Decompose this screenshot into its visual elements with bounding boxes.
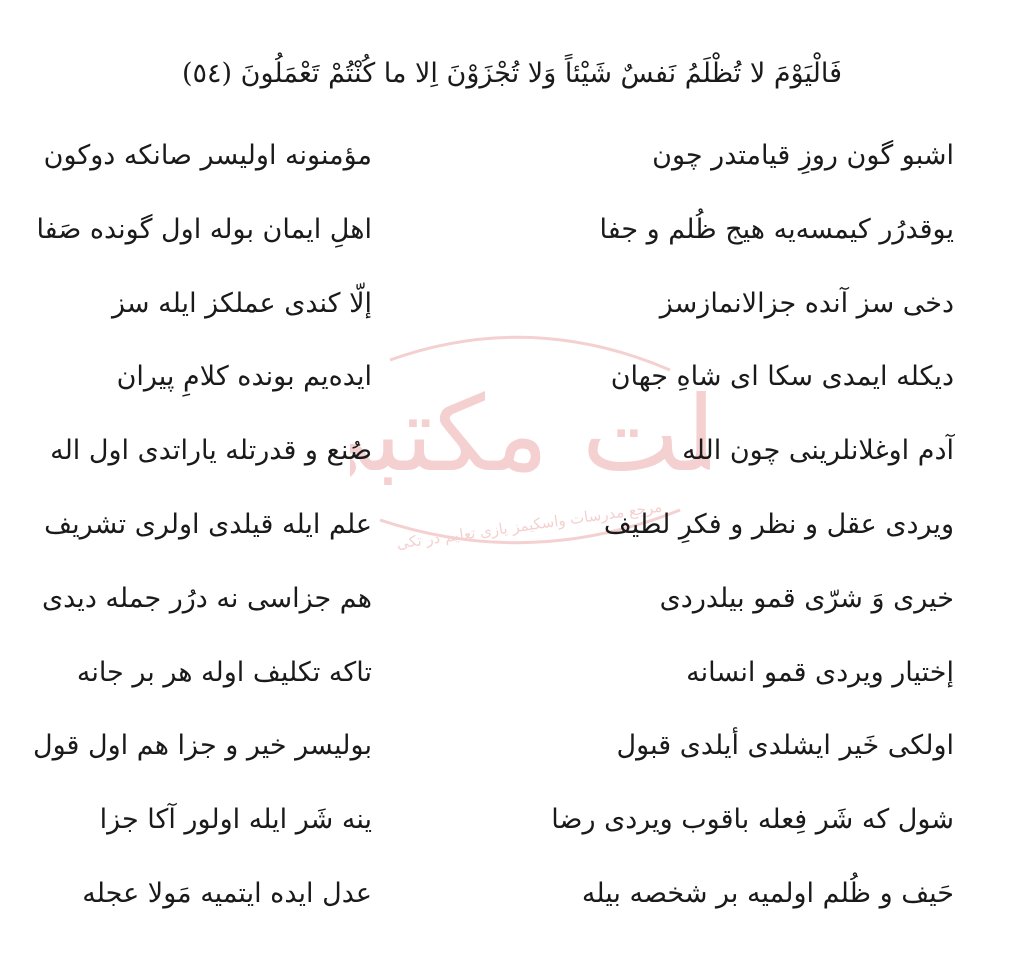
couplet-second-hemistich: اهلِ ایمان بوله اول گونده صَفا	[36, 213, 372, 245]
couplet	[0, 569, 1024, 643]
couplet	[0, 421, 1024, 495]
couplet	[0, 716, 1024, 790]
couplet-first-hemistich: یوقدرُر کیمسه‌یه هیج ظُلم و جفا	[599, 213, 954, 245]
couplet-first-hemistich: دخی سز آنده جزالانمازسز	[659, 287, 954, 319]
couplet-first-hemistich: اشبو گون روزِ قیامتدر چون	[652, 140, 954, 171]
couplet-second-hemistich: ایده‌یم بونده کلامِ پیران	[116, 361, 372, 393]
couplet-first-hemistich: دیکله ایمدی سکا ای شاهِ جهان	[610, 361, 954, 393]
couplet-second-hemistich: مؤمنونه اولیسر صانکه دوکون	[43, 140, 372, 171]
couplet-first-hemistich: خیری وَ شرّی قمو بیلدردی	[659, 582, 954, 614]
couplet-first-hemistich: اولکی خَیر ایشلدی أیلدی قبول	[616, 730, 954, 762]
couplet	[0, 643, 1024, 717]
couplet-first-hemistich: إختیار ویردی قمو انسانه	[686, 656, 954, 688]
couplet	[0, 864, 1024, 938]
couplet-second-hemistich: تاکه تکلیف اوله هر بر جانه	[76, 656, 372, 688]
couplet-second-hemistich: صُنع و قدرتله یاراتدی اول اله	[50, 435, 372, 467]
couplet-first-hemistich: آدم اوغلانلرینی چون الله	[682, 435, 954, 467]
couplet	[0, 790, 1024, 864]
couplet-first-hemistich: حَیف و ظُلم اولمیه بر شخصه بیله	[581, 877, 954, 909]
couplet	[0, 347, 1024, 421]
couplet-second-hemistich: إلّا کندی عملکز ایله سز	[112, 287, 372, 319]
poem-couplets	[0, 126, 1024, 938]
couplet	[0, 274, 1024, 348]
couplet-second-hemistich: ینه شَر ایله اولور آکا جزا	[99, 804, 372, 836]
couplet-first-hemistich: ویردی عقل و نظر و فکرِ لطیف	[603, 508, 954, 540]
watermark-tagline: مرجع مدرسات واسکیمز یازی تعلیم در تکی	[395, 497, 664, 553]
quran-verse-heading: فَالْيَوْمَ لا تُظْلَمُ نَفسٌ شَيْئاً وَلا تُجْزَوْنَ اِلا ما كُنْتُمْ تَعْمَلُونَ (٥٤)	[181, 58, 843, 89]
couplet-second-hemistich: بولیسر خیر و جزا هم اول قول	[32, 730, 372, 762]
couplet	[0, 200, 1024, 274]
watermark-title: لت مکتب	[372, 373, 710, 495]
couplet-second-hemistich: علم ایله قیلدی اولری تشریف	[44, 508, 372, 540]
couplet	[0, 126, 1024, 200]
couplet-second-hemistich: عدل ایده ایتمیه مَولا عجله	[82, 877, 372, 909]
couplet-second-hemistich: هم جزاسی نه درُر جمله دیدی	[42, 582, 372, 614]
couplet	[0, 495, 1024, 569]
couplet-first-hemistich: شول که شَر فِعله باقوب ویردی رضا	[551, 804, 954, 836]
